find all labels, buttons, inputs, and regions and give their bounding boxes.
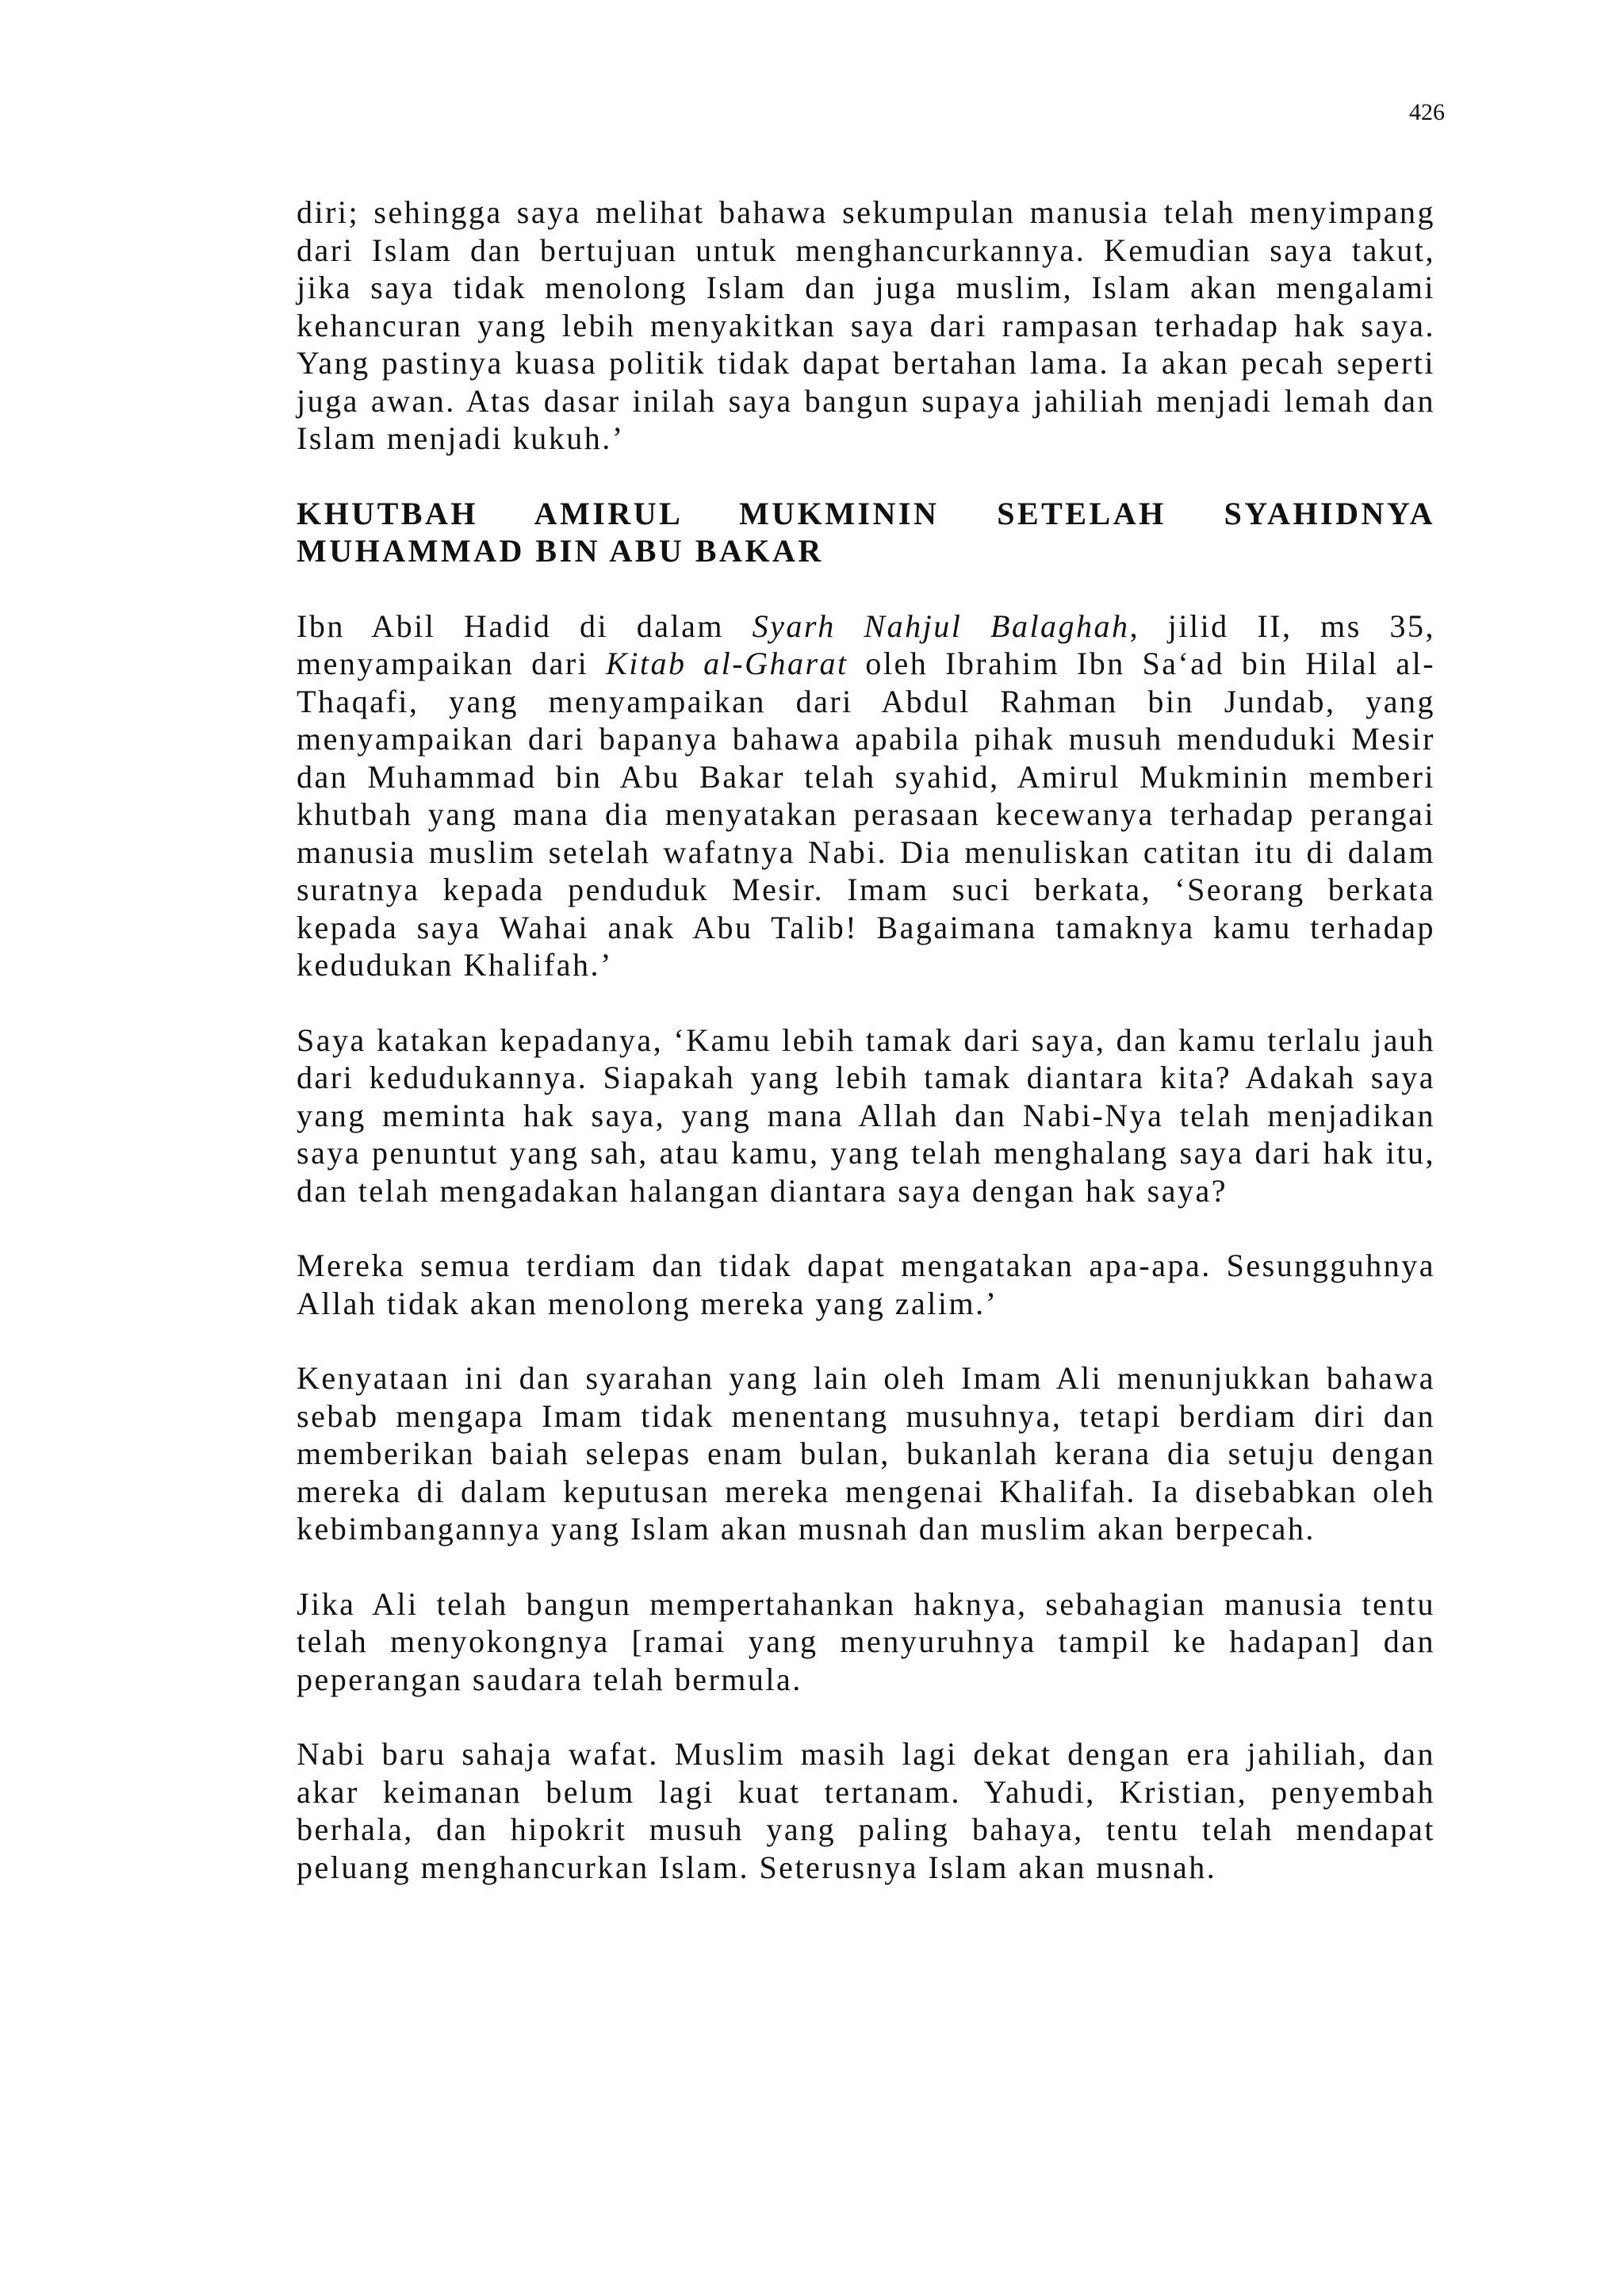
page-number: 426	[1409, 99, 1445, 125]
book-title-syarh-nahjul-balaghah: Syarh Nahjul Balaghah	[752, 608, 1130, 644]
page-body	[297, 194, 1435, 1886]
paragraph-2-text-b: , jilid II, ms 35, menyampaikan dari	[297, 608, 1436, 681]
paragraph-5: Kenyataan ini dan syarahan yang lain oleh Imam Ali menunjukkan bahawa sebab mengapa Imam tidak menentang musuhnya, tetapi berdiam diri dan memberikan baiah selepas enam bulan, bukanlah kerana dia setuju dengan mereka di dalam keputusan mereka mengenai Khalifah. Ia disebabkan oleh kebimbangannya yang Islam akan musnah dan muslim akan berpecah.	[297, 1360, 1435, 1547]
paragraph-3: Saya katakan kepadanya, ‘Kamu lebih tamak dari saya, dan kamu terlalu jauh dari kedudukannya. Siapakah yang lebih tamak diantara kita? Adakah saya yang meminta hak saya, yang mana Allah dan Nabi-Nya telah menjadikan saya penuntut yang sah, atau kamu, yang telah menghalang saya dari hak itu, dan telah mengadakan halangan diantara saya dengan hak saya?	[297, 1022, 1435, 1209]
paragraph-1: diri; sehingga saya melihat bahawa sekumpulan manusia telah menyimpang dari Islam dan bertujuan untuk menghancurkannya. Kemudian saya takut, jika saya tidak menolong Islam dan juga muslim, Islam akan mengalami kehancuran yang lebih menyakitkan saya dari rampasan terhadap hak saya. Yang pastinya kuasa politik tidak dapat bertahan lama. Ia akan pecah seperti juga awan. Atas dasar inilah saya bangun supaya jahiliah menjadi lemah dan Islam menjadi kukuh.’	[297, 194, 1435, 456]
paragraph-7: Nabi baru sahaja wafat. Muslim masih lagi dekat dengan era jahiliah, dan akar keimanan belum lagi kuat tertanam. Yahudi, Kristian, penyembah berhala, dan hipokrit musuh yang paling bahaya, tentu telah mendapat peluang menghancurkan Islam. Seterusnya Islam akan musnah.	[297, 1736, 1435, 1885]
paragraph-2-text-c: oleh Ibrahim Ibn Sa‘ad bin Hilal al-Thaqafi, yang menyampaikan dari Abdul Rahman bin Jundab, yang menyampaikan dari bapanya bahawa apabila pihak musuh menduduki Mesir dan Muhammad bin Abu Bakar telah syahid, Amirul Mukminin memberi khutbah yang mana dia menyatakan perasaan kecewanya terhadap perangai manusia muslim setelah wafatnya Nabi. Dia menuliskan catitan itu di dalam suratnya kepada penduduk Mesir. Imam suci berkata, ‘Seorang berkata kepada saya Wahai anak Abu Talib! Bagaimana tamaknya kamu terhadap kedudukan Khalifah.’	[297, 646, 1436, 983]
paragraph-2	[297, 608, 1435, 984]
book-title-kitab-al-gharat: Kitab al-Gharat	[606, 646, 848, 681]
section-heading	[297, 495, 1435, 570]
section-heading-line-2: MUHAMMAD BIN ABU BAKAR	[297, 533, 824, 569]
paragraph-6: Jika Ali telah bangun mempertahankan haknya, sebahagian manusia tentu telah menyokongnya [ramai yang menyuruhnya tampil ke hadapan] dan peperangan saudara telah bermula.	[297, 1585, 1435, 1697]
paragraph-2-text-a: Ibn Abil Hadid di dalam	[297, 608, 753, 644]
section-heading-line-1: KHUTBAH AMIRUL MUKMININ SETELAH SYAHIDNYA	[297, 495, 1435, 531]
paragraph-4: Mereka semua terdiam dan tidak dapat mengatakan apa-apa. Sesungguhnya Allah tidak akan menolong mereka yang zalim.’	[297, 1248, 1435, 1321]
